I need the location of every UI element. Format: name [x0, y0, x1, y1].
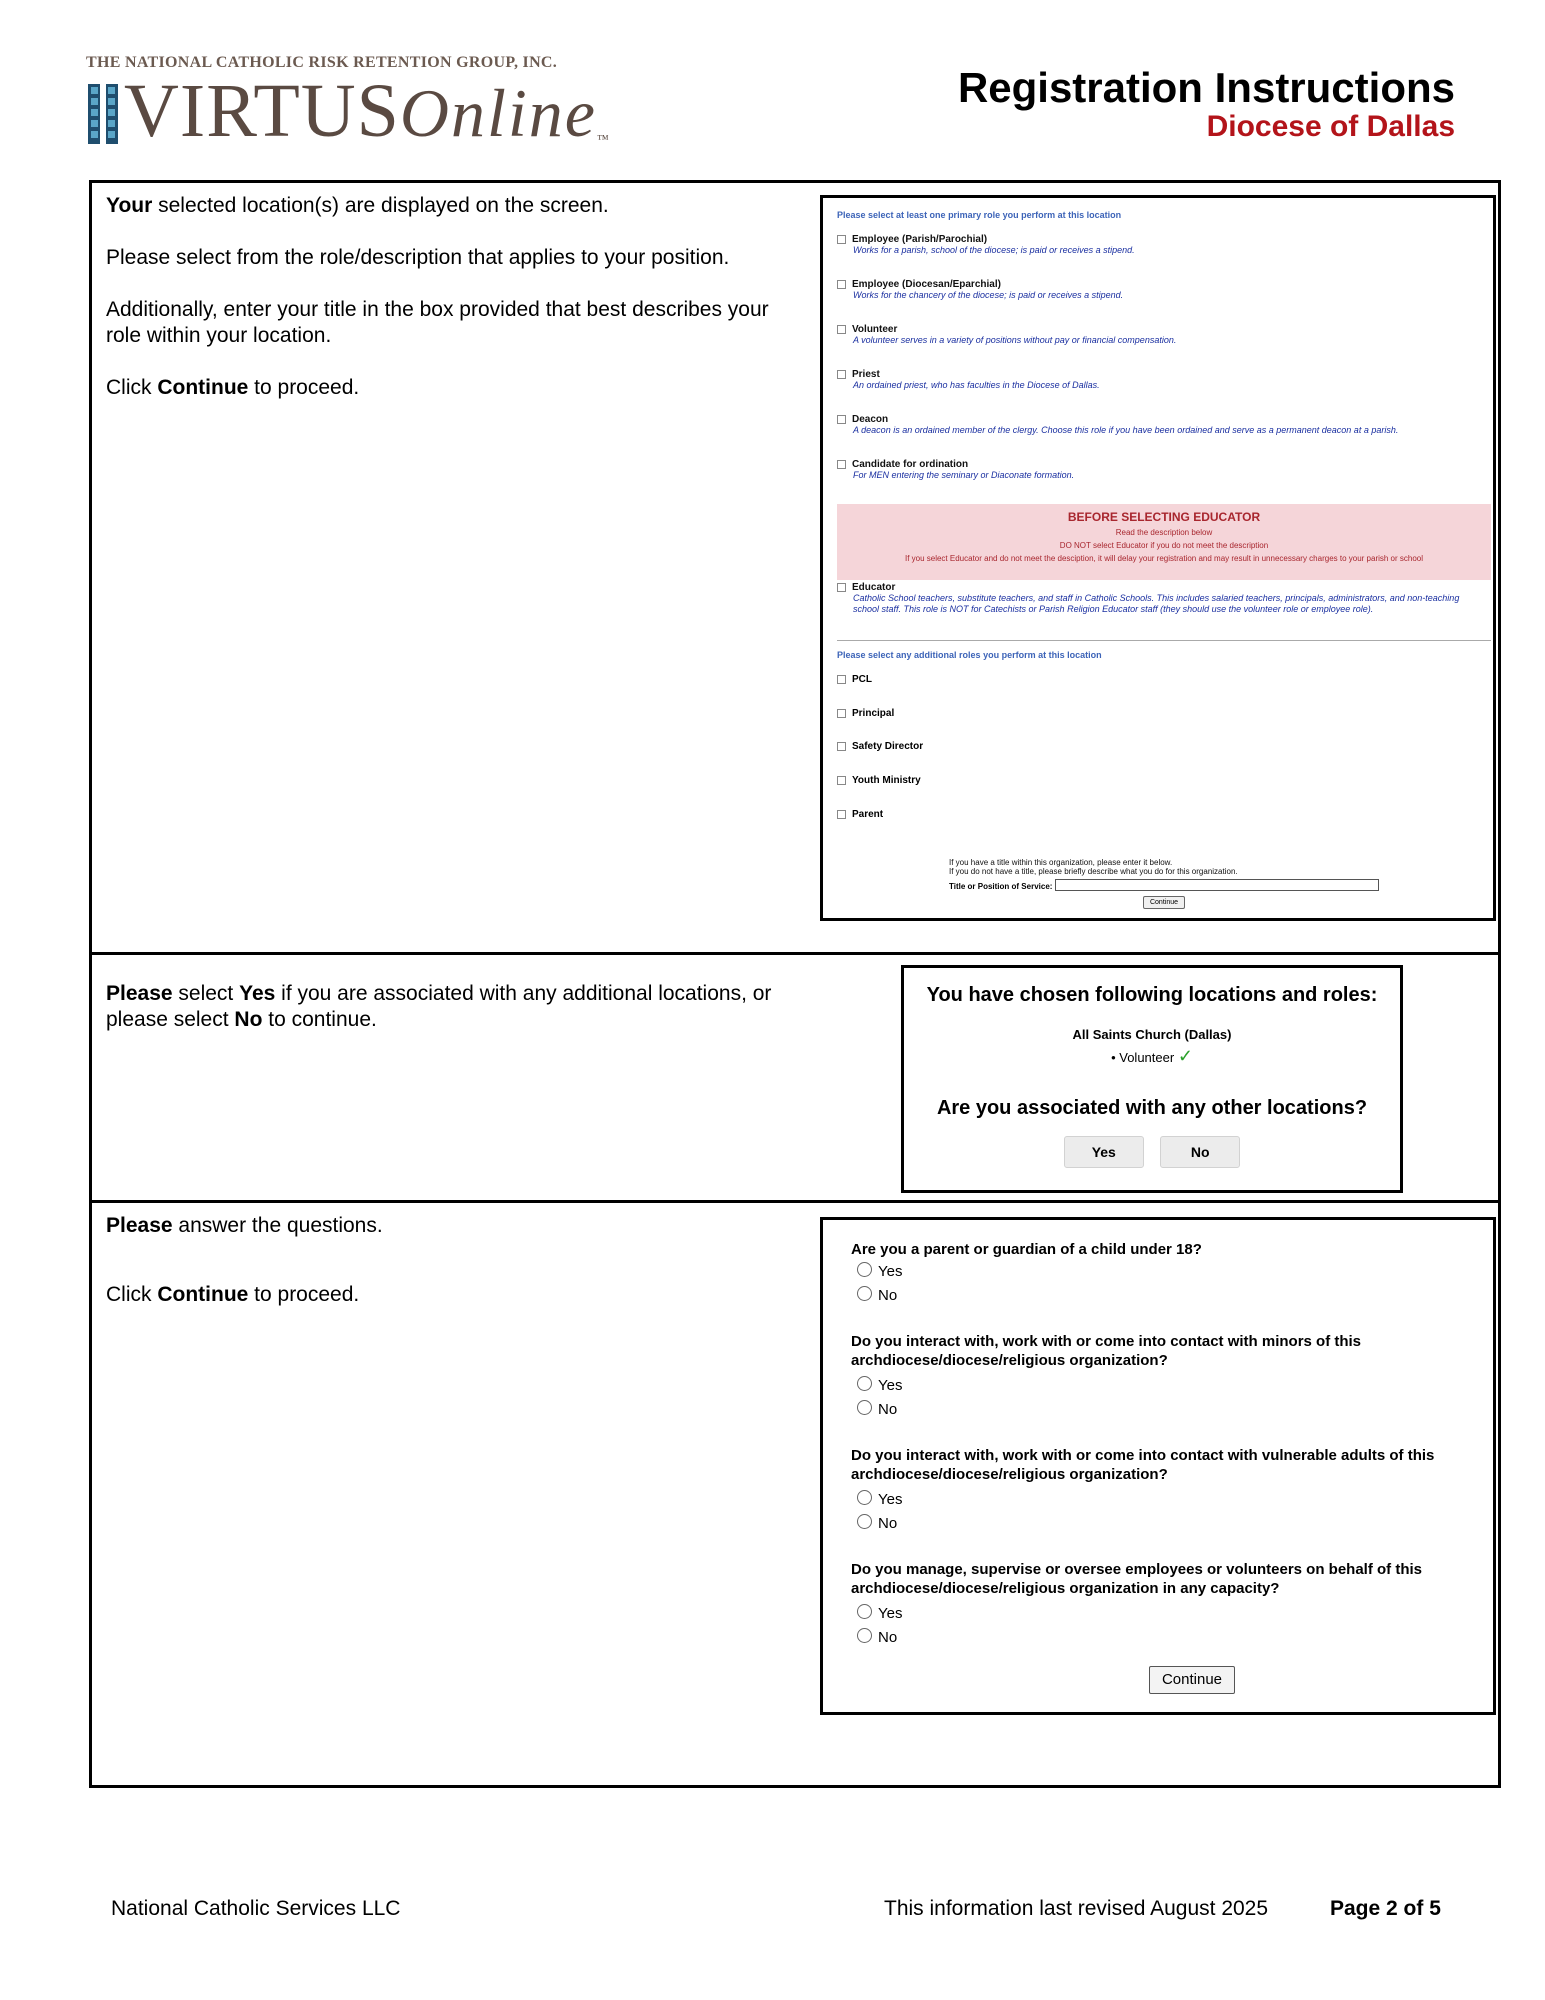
checkbox[interactable] [837, 709, 846, 718]
checkbox[interactable] [837, 583, 846, 592]
role-option[interactable]: Employee (Parish/Parochial) Works for a parish, school of the diocese; is paid or receives a stipend. [837, 234, 1477, 256]
additional-role-option[interactable]: Safety Director [837, 741, 923, 752]
chosen-locations-title: You have chosen following locations and roles: [926, 984, 1378, 1006]
additional-role-option[interactable]: Youth Ministry [837, 775, 921, 786]
logo-wordmark: VIRTUSOnline™ [124, 69, 610, 153]
role-option[interactable]: Candidate for ordination For MEN entering the seminary or Diaconate formation. [837, 459, 1477, 481]
table-row-questions [92, 1203, 1498, 1788]
radio[interactable] [857, 1376, 872, 1391]
question-instructions: Please answer the questions. Click Continue to proceed. [106, 1214, 383, 1306]
role-option[interactable]: Employee (Diocesan/Eparchial) Works for the chancery of the diocese; is paid or receives a stipend. [837, 279, 1477, 301]
table-row-roles [92, 183, 1498, 955]
radio[interactable] [857, 1604, 872, 1619]
role-option[interactable]: Volunteer A volunteer serves in a variety of positions without pay or financial compensation. [837, 324, 1477, 346]
checkbox[interactable] [837, 235, 846, 244]
location-role: • Volunteer ✓ [1111, 1046, 1193, 1066]
footer-company: National Catholic Services LLC [111, 1897, 401, 1920]
title-note: If you have a title within this organization, please enter it below. If you do not have a title, please briefly describe what you do for this organization. [949, 858, 1238, 876]
page-title: Registration Instructions [957, 64, 1455, 111]
continue-button[interactable]: Continue [1143, 896, 1185, 909]
radio-option-yes[interactable]: Yes [857, 1262, 902, 1280]
role-selection-screenshot [820, 195, 1496, 921]
radio-option-no[interactable]: No [857, 1400, 897, 1418]
radio-option-yes[interactable]: Yes [857, 1490, 902, 1508]
role-instructions: Your selected location(s) are displayed on the screen. Please select from the role/description that applies to your position. Additionally, enter your title in the box provided that best describes your role within your location. Click Continue to proceed. [106, 194, 769, 399]
chosen-locations-screenshot [901, 965, 1403, 1193]
radio[interactable] [857, 1400, 872, 1415]
logo-cross-icon [88, 84, 118, 144]
radio-option-no[interactable]: No [857, 1514, 897, 1532]
radio[interactable] [857, 1628, 872, 1643]
location-instructions: Please select Yes if you are associated with any additional locations, or please select No to continue. [106, 982, 772, 1031]
divider [837, 640, 1491, 641]
footer-page-number: Page 2 of 5 [1330, 1897, 1441, 1920]
org-line: THE NATIONAL CATHOLIC RISK RETENTION GROUP, INC. [86, 54, 558, 71]
checkbox[interactable] [837, 776, 846, 785]
table-row-locations [92, 955, 1498, 1203]
no-button[interactable]: No [1160, 1136, 1240, 1168]
checkbox[interactable] [837, 742, 846, 751]
page-subtitle: Diocese of Dallas [1206, 110, 1455, 143]
radio-option-yes[interactable]: Yes [857, 1604, 902, 1622]
primary-role-heading: Please select at least one primary role you perform at this location [837, 210, 1122, 220]
checkbox[interactable] [837, 370, 846, 379]
checkbox[interactable] [837, 675, 846, 684]
footer-revised: This information last revised August 2025 [884, 1897, 1269, 1920]
additional-role-option[interactable]: Parent [837, 809, 883, 820]
question-parent: Are you a parent or guardian of a child under 18? [851, 1241, 1202, 1258]
role-option[interactable]: Priest An ordained priest, who has faculties in the Diocese of Dallas. [837, 369, 1477, 391]
question-vulnerable-adults: Do you interact with, work with or come into contact with vulnerable adults of this archdiocese/diocese/religious organization? [851, 1447, 1435, 1483]
radio[interactable] [857, 1514, 872, 1529]
location-name: All Saints Church (Dallas) [1072, 1027, 1232, 1042]
additional-role-heading: Please select any additional roles you perform at this location [837, 650, 1102, 660]
other-locations-question: Are you associated with any other locations? [936, 1097, 1368, 1119]
checkbox[interactable] [837, 460, 846, 469]
radio[interactable] [857, 1262, 872, 1277]
radio-option-no[interactable]: No [857, 1286, 897, 1304]
question-supervise: Do you manage, supervise or oversee employees or volunteers on behalf of this archdiocese/diocese/religious organization in any capacity? [851, 1561, 1423, 1597]
title-label: Title or Position of Service: [949, 882, 1053, 891]
instructions-table [89, 180, 1501, 1788]
educator-warning-box: BEFORE SELECTING EDUCATOR Read the description below DO NOT select Educator if you do not meet the description If you select Educator and do not meet the desciption, it will delay your registration and may result in unnecessary charges to your parish or school [837, 504, 1491, 580]
radio[interactable] [857, 1286, 872, 1301]
virtus-logo [86, 54, 646, 154]
checkbox[interactable] [837, 325, 846, 334]
questions-screenshot [820, 1217, 1496, 1715]
title-input[interactable] [1055, 879, 1379, 891]
additional-role-option[interactable]: Principal [837, 708, 894, 719]
role-option-educator[interactable]: Educator Catholic School teachers, substitute teachers, and staff in Catholic Schools. This includes salaried teachers, principals, administrators, and non-teaching school staff. This role is NOT for Catechists or Parish Religion Educator staff (they should use the volunteer role or employee role). [837, 582, 1477, 615]
radio[interactable] [857, 1490, 872, 1505]
role-option[interactable]: Deacon A deacon is an ordained member of the clergy. Choose this role if you have been ordained and serve as a permanent deacon at a parish. [837, 414, 1477, 436]
checkbox[interactable] [837, 280, 846, 289]
check-icon: ✓ [1177, 1046, 1193, 1066]
additional-role-option[interactable]: PCL [837, 674, 872, 685]
radio-option-no[interactable]: No [857, 1628, 897, 1646]
continue-button[interactable]: Continue [1149, 1666, 1235, 1694]
question-minors: Do you interact with, work with or come into contact with minors of this archdiocese/diocese/religious organization? [851, 1333, 1362, 1369]
yes-button[interactable]: Yes [1064, 1136, 1144, 1168]
radio-option-yes[interactable]: Yes [857, 1376, 902, 1394]
checkbox[interactable] [837, 415, 846, 424]
checkbox[interactable] [837, 810, 846, 819]
